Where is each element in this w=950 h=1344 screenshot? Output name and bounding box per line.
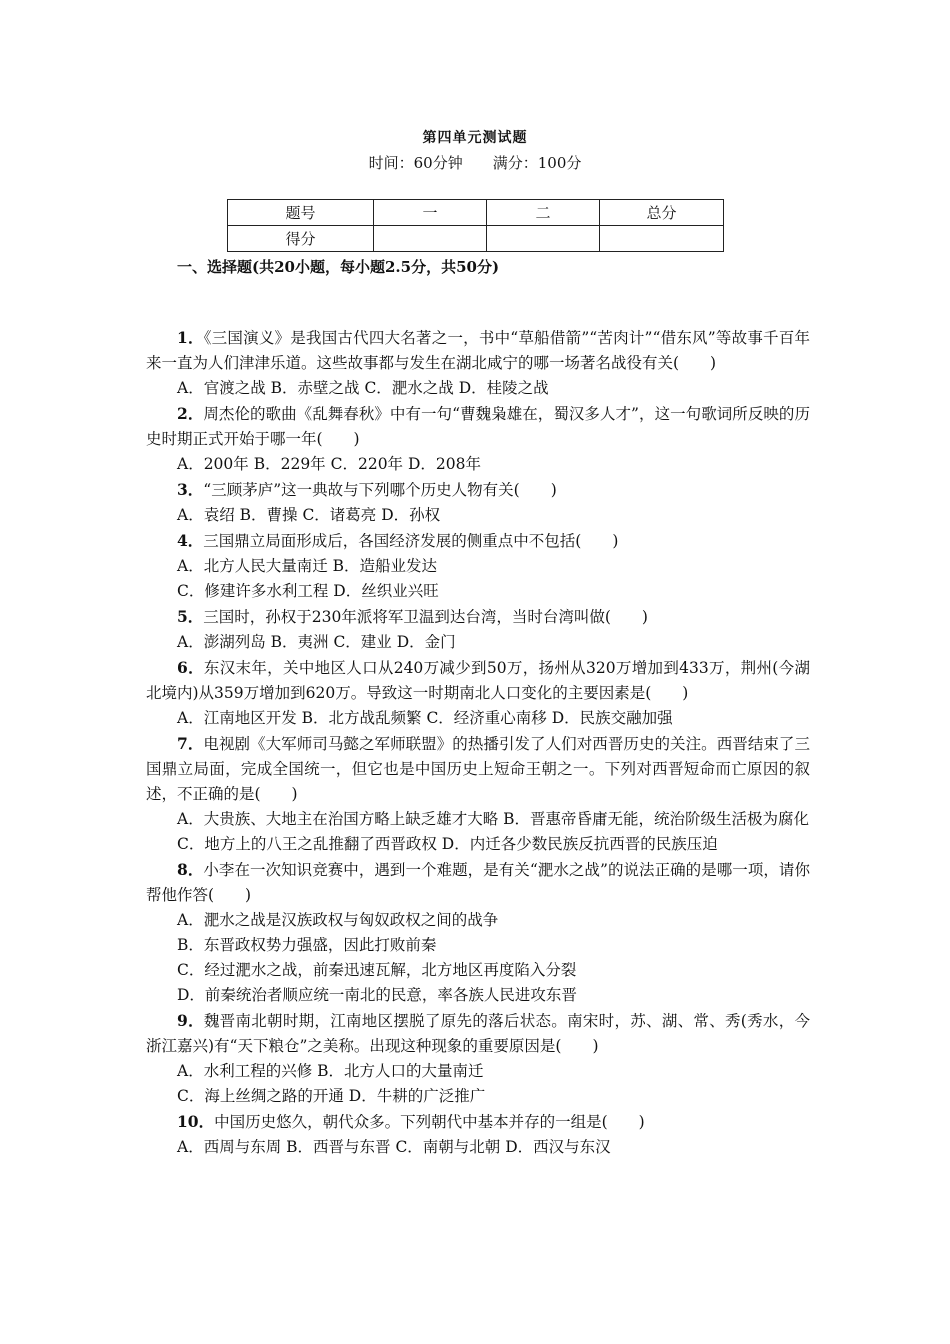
question-text: 小李在一次知识竞赛中，遇到一个难题，是有关“淝水之战”的说法正确的是哪一项，请你帮他作答( ) (146, 861, 810, 904)
score-table (227, 199, 724, 252)
question-number: 9． (177, 1011, 204, 1030)
question-number: 3． (177, 480, 204, 499)
question-number: 5． (177, 607, 204, 626)
question-3-options: A．袁绍 B．曹操 C．诸葛亮 D．孙权 (177, 506, 441, 524)
cell-part-one: 一 (374, 200, 487, 226)
question-9-options-line-1: A．水利工程的兴修 B．北方人口的大量南迁 (177, 1062, 484, 1080)
question-text: “三顾茅庐”这一典故与下列哪个历史人物有关( ) (203, 481, 557, 499)
exam-info: 时间：60分钟 满分：100分 (368, 154, 582, 172)
question-text: 东汉末年，关中地区人口从240万减少到50万，扬州从320万增加到433万，荆州(今湖北境内)从359万增加到620万。导致这一时期南北人口变化的主要因素是( ) (146, 659, 810, 702)
question-9-options-line-2: C．海上丝绸之路的开通 D．牛耕的广泛推广 (177, 1087, 486, 1105)
question-8-option-a: A．淝水之战是汉族政权与匈奴政权之间的战争 (177, 911, 499, 929)
question-text: 魏晋南北朝时期，江南地区摆脱了原先的落后状态。南宋时，苏、湖、常、秀(秀水，今浙江嘉兴)有“天下粮仓”之美称。出现这种现象的重要原因是( ) (146, 1012, 810, 1055)
section-heading: 一、选择题(共20小题，每小题2.5分，共50分) (177, 258, 500, 276)
cell-score-total[interactable] (600, 226, 724, 252)
question-number: 4． (177, 531, 204, 550)
score-table-score-row (228, 226, 724, 252)
question-text: 《三国演义》是我国古代四大名著之一，书中“草船借箭”“苦肉计”“借东风”等故事千百年来一直为人们津津乐道。这些故事都与发生在湖北咸宁的哪一场著名战役有关( ) (146, 329, 810, 372)
question-10 (146, 1109, 810, 1135)
question-4-options-line-1: A．北方人民大量南迁 B．造船业发达 (177, 557, 438, 575)
question-list (146, 325, 810, 1160)
question-number: 1． (177, 328, 204, 347)
question-5 (146, 604, 810, 630)
question-2 (146, 401, 810, 452)
score-table-header-row (228, 200, 724, 226)
question-text: 中国历史悠久，朝代众多。下列朝代中基本并存的一组是( ) (214, 1113, 645, 1131)
question-number: 2． (177, 404, 204, 423)
question-3 (146, 477, 810, 503)
question-7-options-line-1: A．大贵族、大地主在治国方略上缺乏雄才大略 B．晋惠帝昏庸无能，统治阶级生活极为腐化 (177, 810, 810, 828)
question-4 (146, 528, 810, 554)
question-7-options-line-2: C．地方上的八王之乱推翻了西晋政权 D．内迁各少数民族反抗西晋的民族压迫 (177, 835, 718, 853)
question-8-option-b: B．东晋政权势力强盛，因此打败前秦 (177, 936, 437, 954)
question-8-option-c: C．经过淝水之战，前秦迅速瓦解，北方地区再度陷入分裂 (177, 961, 577, 979)
cell-score-label: 得分 (228, 226, 374, 252)
page-title: 第四单元测试题 (422, 130, 528, 146)
question-text: 三国鼎立局面形成后，各国经济发展的侧重点中不包括( ) (203, 532, 619, 550)
question-6 (146, 655, 810, 706)
question-8-option-d: D．前秦统治者顺应统一南北的民意，率各族人民进攻东晋 (177, 986, 577, 1004)
question-1-options: A．官渡之战 B．赤壁之战 C．淝水之战 D．桂陵之战 (177, 379, 549, 397)
question-10-options: A．西周与东周 B．西晋与东晋 C．南朝与北朝 D．西汉与东汉 (177, 1138, 611, 1156)
cell-score-part-one[interactable] (374, 226, 487, 252)
question-1 (146, 325, 810, 376)
cell-question-number-label: 题号 (228, 200, 374, 226)
question-2-options: A．200年 B．229年 C．220年 D．208年 (177, 455, 481, 473)
question-text: 三国时，孙权于230年派将军卫温到达台湾，当时台湾叫做( ) (203, 608, 648, 626)
question-number: 10． (177, 1112, 215, 1131)
question-4-options-line-2: C．修建许多水利工程 D．丝织业兴旺 (177, 582, 439, 600)
question-text: 周杰伦的歌曲《乱舞春秋》中有一句“曹魏枭雄在，蜀汉多人才”，这一句歌词所反映的历史时期正式开始于哪一年( ) (146, 405, 810, 448)
question-text: 电视剧《大军师司马懿之军师联盟》的热播引发了人们对西晋历史的关注。西晋结束了三国鼎立局面，完成全国统一，但它也是中国历史上短命王朝之一。下列对西晋短命而亡原因的叙述，不正确的是( ) (146, 735, 810, 803)
question-7 (146, 731, 810, 807)
question-5-options: A．澎湖列岛 B．夷洲 C．建业 D．金门 (177, 633, 456, 651)
question-number: 6． (177, 658, 204, 677)
question-number: 8． (177, 860, 204, 879)
cell-total: 总分 (600, 200, 724, 226)
question-8 (146, 857, 810, 908)
question-9 (146, 1008, 810, 1059)
question-6-options: A．江南地区开发 B．北方战乱频繁 C．经济重心南移 D．民族交融加强 (177, 709, 673, 727)
cell-part-two: 二 (487, 200, 600, 226)
question-number: 7． (177, 734, 204, 753)
cell-score-part-two[interactable] (487, 226, 600, 252)
